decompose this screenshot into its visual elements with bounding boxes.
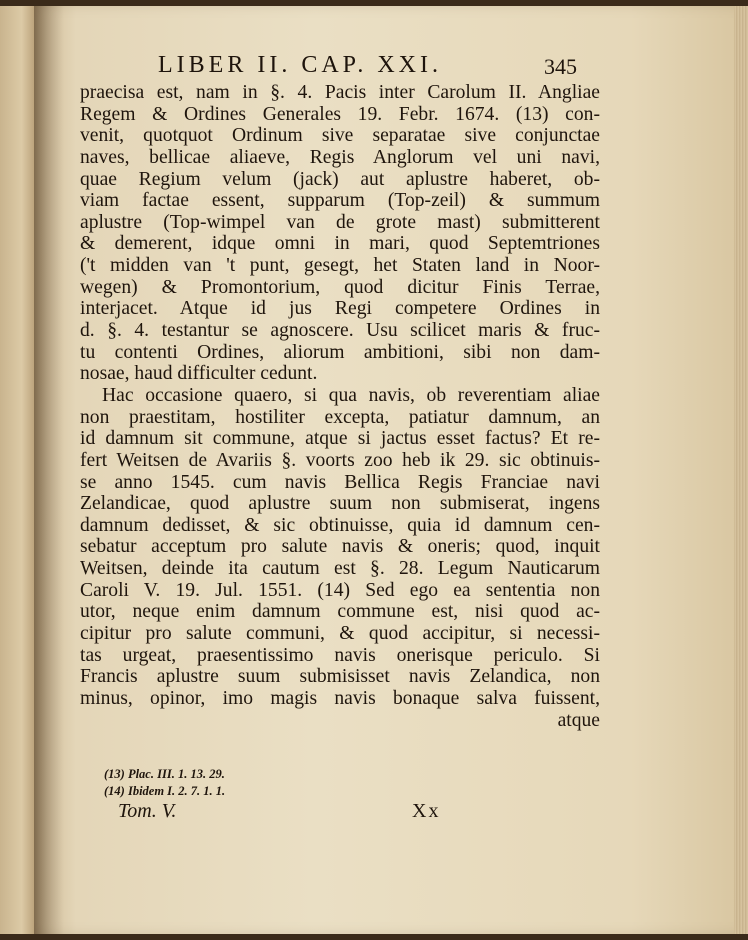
- text-line: Zelandicae, quod aplustre suum non submiserat, ingens: [80, 493, 600, 515]
- text-line: tas urgeat, praesentissimo navis onerisque periculo. Si: [80, 644, 600, 666]
- text-line: ('t midden van 't punt, gesegt, het Staten land in Noor-: [80, 255, 600, 277]
- text-line: d. §. 4. testantur se agnoscere. Usu scilicet maris & fruc-: [80, 320, 600, 342]
- text-line: minus, opinor, imo magis navis bonaque salva fuissent,: [80, 687, 600, 709]
- text-line: Hac occasione quaero, si qua navis, ob reverentiam aliae: [102, 384, 600, 406]
- catchword-line: atque: [557, 709, 600, 731]
- volume-label: Tom. V.: [118, 800, 177, 822]
- footnote: (13) Plac. III. 1. 13. 29.: [104, 767, 225, 781]
- text-line: wegen) & Promontorium, quod dicitur Finis Terrae,: [80, 276, 600, 298]
- text-line: & demerent, idque omni in mari, quod Septemtriones: [80, 233, 600, 255]
- text-line: utor, neque enim damnum commune est, nisi quod ac-: [80, 601, 600, 623]
- text-line: nosae, haud difficulter cedunt.: [80, 363, 318, 385]
- text-line: Caroli V. 19. Jul. 1551. (14) Sed ego ea sententia non: [80, 579, 600, 601]
- text-line: interjacet. Atque id jus Regi competere Ordines in: [80, 298, 600, 320]
- text-line: Weitsen, deinde ita cautum est §. 28. Legum Nauticarum: [80, 558, 600, 580]
- text-line: aplustre (Top-wimpel van de grote mast) submitterent: [80, 211, 600, 233]
- running-head: [158, 52, 608, 82]
- text-line: naves, bellicae aliaeve, Regis Anglorum vel uni navi,: [80, 146, 600, 168]
- text-line: viam factae essent, supparum (Top-zeil) & summum: [80, 190, 600, 212]
- text-line: praecisa est, nam in §. 4. Pacis inter Carolum II. Angliae: [80, 82, 600, 103]
- text-line: tu contenti Ordines, aliorum ambitioni, sibi non dam-: [80, 341, 600, 363]
- text-line: damnum dedisset, & sic obtinuisse, quia id damnum cen-: [80, 514, 600, 536]
- running-head-title: LIBER II. CAP. XXI.: [158, 52, 442, 78]
- text-line: Regem & Ordines Generales 19. Febr. 1674. (13) con-: [80, 103, 600, 125]
- volume-signature: [118, 800, 176, 823]
- page-fore-edge: [734, 6, 748, 934]
- signature-mark: Xx: [412, 800, 441, 822]
- page-number: 345: [544, 54, 577, 79]
- text-line: Francis aplustre suum submisisset navis Zelandica, non: [80, 666, 600, 688]
- text-line: venit, quotquot Ordinum sive separatae sive conjunctae: [80, 125, 600, 147]
- body-text: [80, 82, 600, 731]
- text-line: fert Weitsen de Avariis §. voorts zoo heb ik 29. sic obtinuis-: [80, 449, 600, 471]
- text-line: non praestitam, hostiliter excepta, patiatur damnum, an: [80, 406, 600, 428]
- left-page-edge: [0, 6, 37, 934]
- text-line: se anno 1545. cum navis Bellica Regis Franciae navi: [80, 471, 600, 493]
- footnote: (14) Ibidem I. 2. 7. 1. 1.: [104, 784, 226, 798]
- footnotes: [104, 766, 404, 800]
- text-line: cipitur pro salute communi, & quod accipitur, si necessi-: [80, 623, 600, 645]
- text-line: quae Regium velum (jack) aut aplustre haberet, ob-: [80, 168, 600, 190]
- text-line: sebatur acceptum pro salute navis & oneris; quod, inquit: [80, 536, 600, 558]
- text-line: id damnum sit commune, atque si jactus esset factus? Et re-: [80, 428, 600, 450]
